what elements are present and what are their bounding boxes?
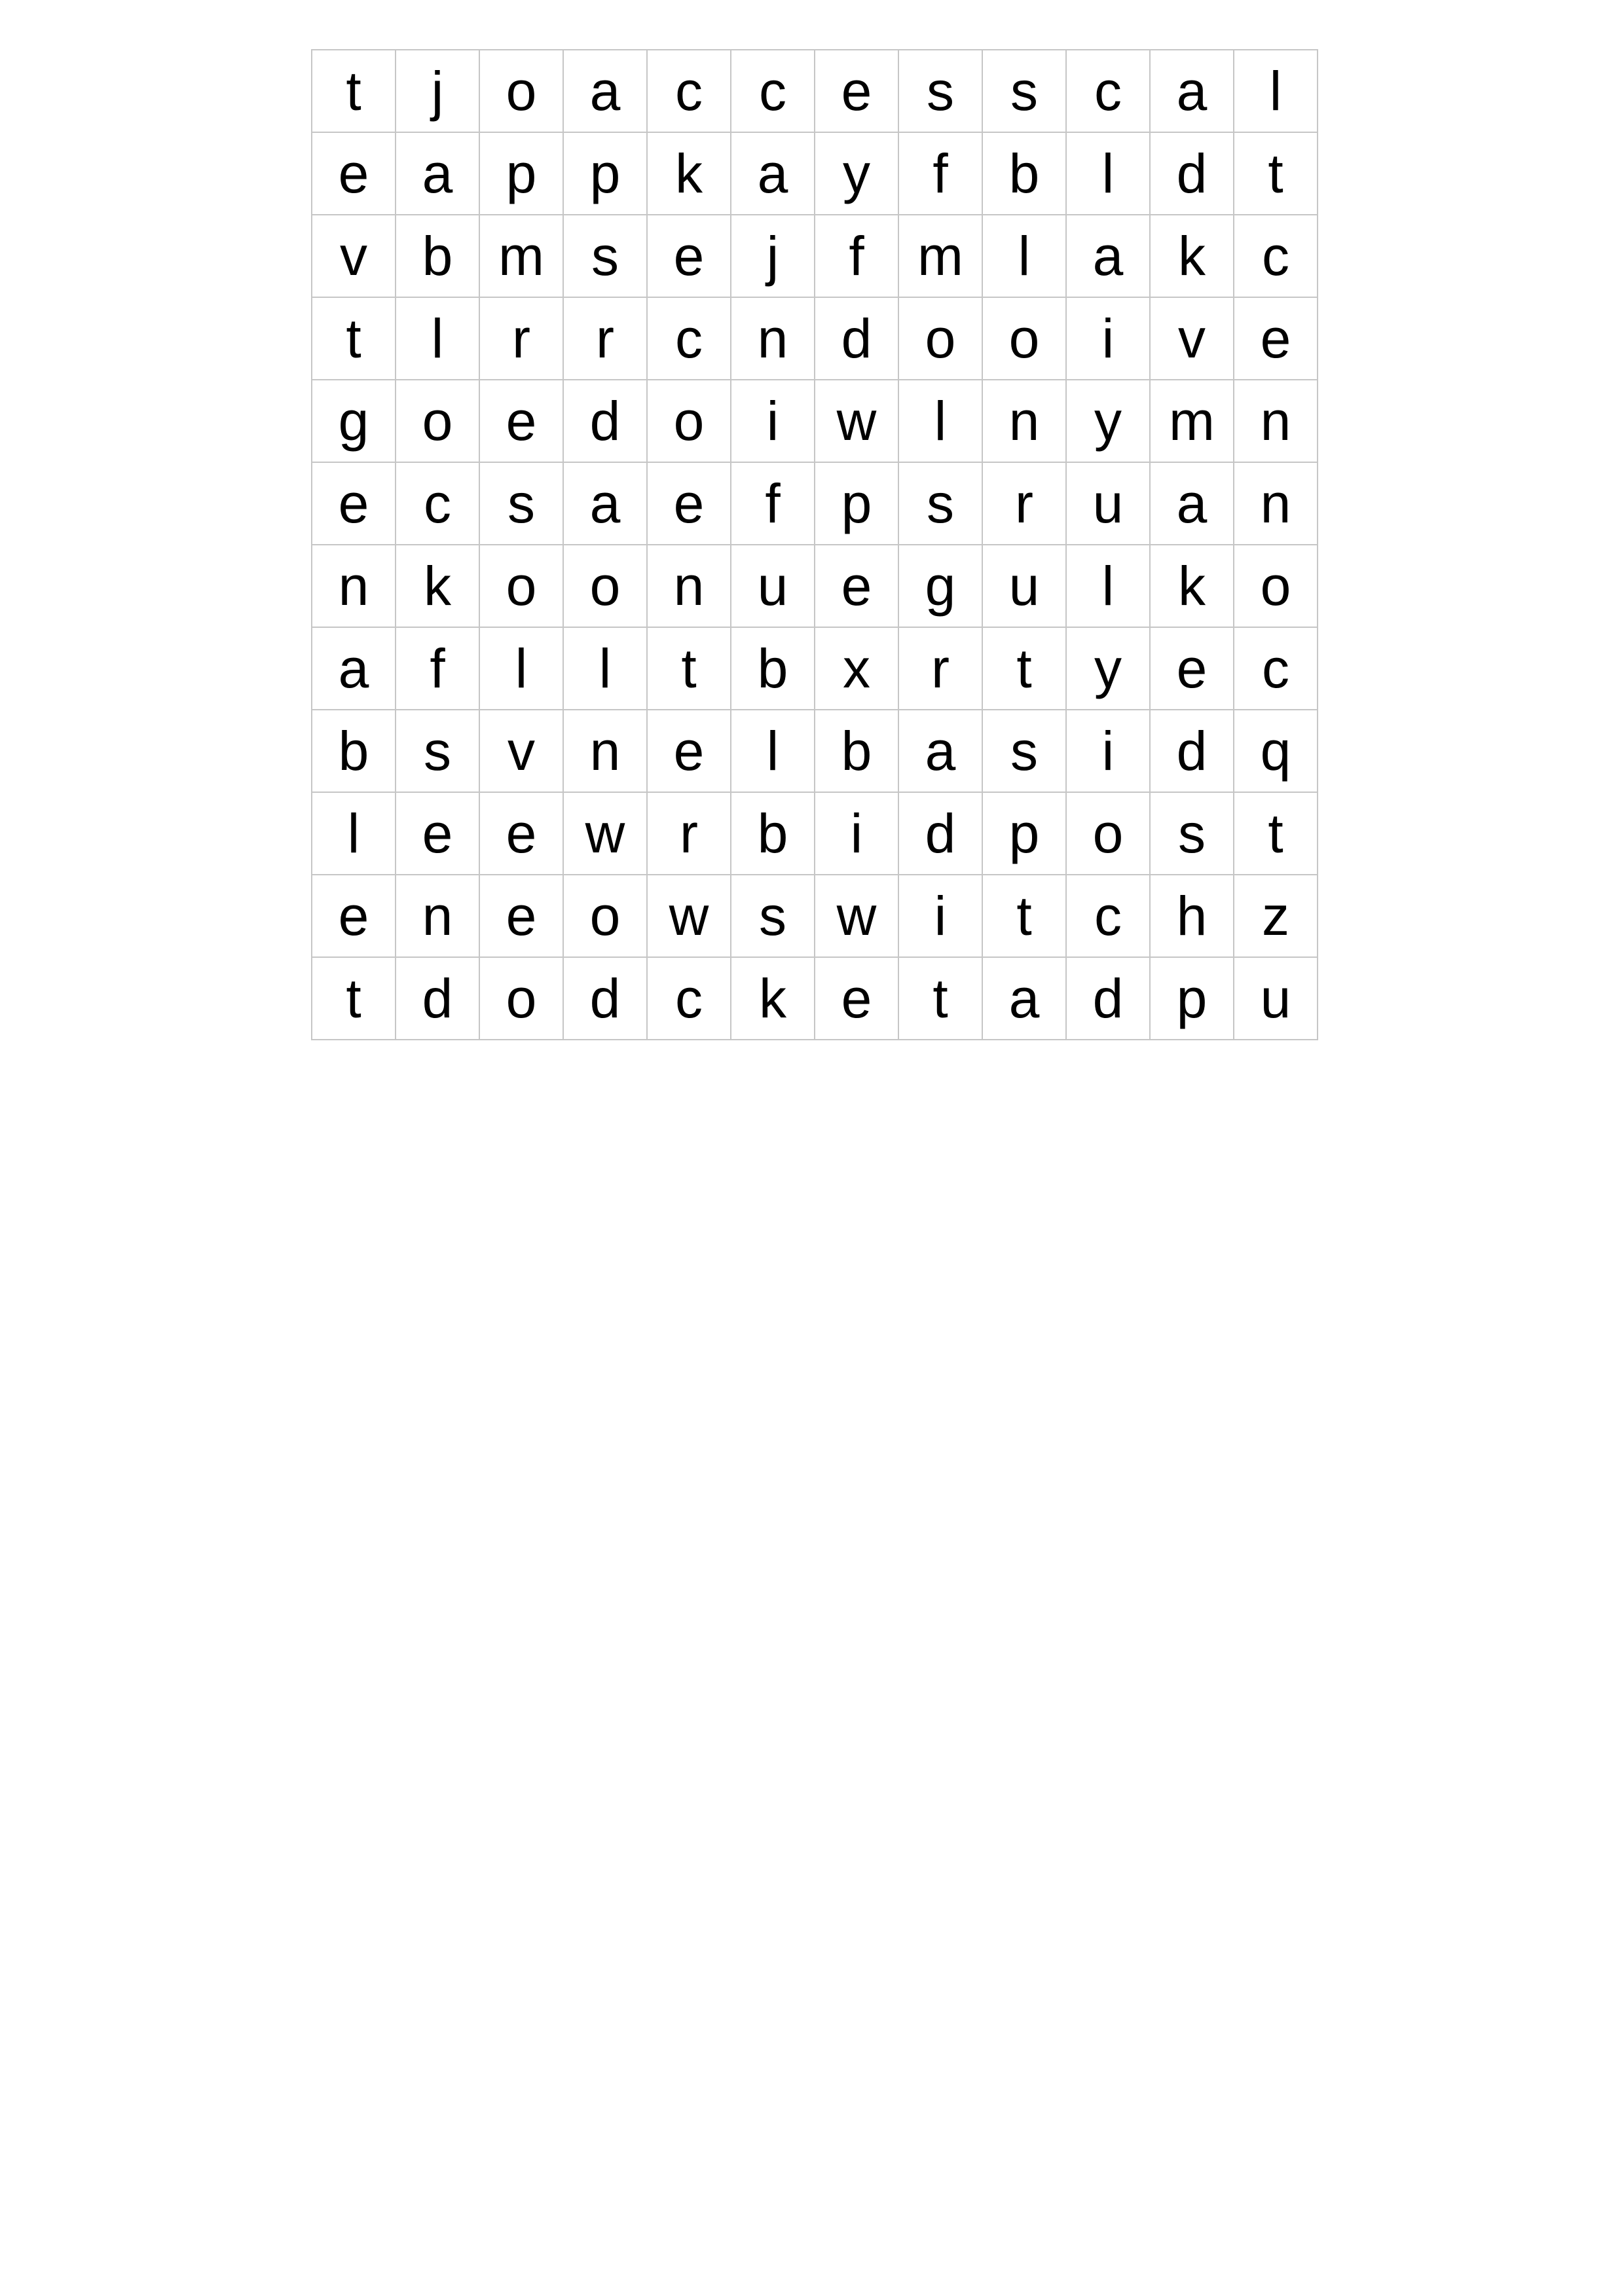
grid-cell: d <box>563 957 647 1040</box>
grid-cell: e <box>479 792 563 875</box>
grid-cell: m <box>898 215 982 297</box>
grid-cell: t <box>982 875 1066 957</box>
word-search-grid <box>311 49 1318 1040</box>
grid-row <box>312 710 1318 792</box>
grid-cell: s <box>982 50 1066 132</box>
grid-row <box>312 132 1318 215</box>
grid-cell: g <box>898 545 982 627</box>
grid-cell: y <box>1066 380 1150 462</box>
grid-cell: a <box>731 132 815 215</box>
grid-cell: o <box>563 545 647 627</box>
grid-cell: r <box>563 297 647 380</box>
grid-row <box>312 215 1318 297</box>
grid-row <box>312 627 1318 710</box>
grid-cell: a <box>312 627 396 710</box>
grid-cell: a <box>396 132 479 215</box>
grid-cell: c <box>1066 50 1150 132</box>
grid-cell: n <box>1234 462 1318 545</box>
grid-cell: o <box>1066 792 1150 875</box>
grid-cell: e <box>815 545 898 627</box>
grid-cell: s <box>563 215 647 297</box>
grid-cell: c <box>1066 875 1150 957</box>
grid-cell: k <box>731 957 815 1040</box>
grid-cell: k <box>1150 215 1234 297</box>
grid-cell: o <box>563 875 647 957</box>
grid-cell: s <box>479 462 563 545</box>
grid-cell: t <box>312 957 396 1040</box>
grid-cell: v <box>1150 297 1234 380</box>
grid-cell: v <box>312 215 396 297</box>
grid-cell: d <box>898 792 982 875</box>
grid-cell: a <box>1150 50 1234 132</box>
grid-cell: s <box>396 710 479 792</box>
grid-cell: o <box>479 50 563 132</box>
grid-cell: o <box>982 297 1066 380</box>
grid-cell: c <box>647 957 731 1040</box>
grid-cell: l <box>479 627 563 710</box>
grid-cell: e <box>815 50 898 132</box>
grid-cell: z <box>1234 875 1318 957</box>
grid-cell: h <box>1150 875 1234 957</box>
grid-row <box>312 297 1318 380</box>
grid-cell: s <box>898 462 982 545</box>
grid-cell: q <box>1234 710 1318 792</box>
grid-cell: r <box>479 297 563 380</box>
grid-cell: r <box>898 627 982 710</box>
grid-cell: f <box>396 627 479 710</box>
grid-cell: n <box>982 380 1066 462</box>
grid-row <box>312 957 1318 1040</box>
grid-cell: b <box>731 627 815 710</box>
grid-cell: n <box>647 545 731 627</box>
grid-cell: p <box>1150 957 1234 1040</box>
grid-cell: d <box>1066 957 1150 1040</box>
grid-cell: i <box>815 792 898 875</box>
grid-cell: t <box>312 297 396 380</box>
grid-cell: a <box>1066 215 1150 297</box>
grid-cell: l <box>312 792 396 875</box>
grid-cell: l <box>563 627 647 710</box>
grid-cell: d <box>815 297 898 380</box>
grid-cell: c <box>1234 215 1318 297</box>
grid-cell: t <box>898 957 982 1040</box>
grid-cell: c <box>731 50 815 132</box>
grid-cell: n <box>396 875 479 957</box>
grid-cell: r <box>982 462 1066 545</box>
grid-cell: y <box>815 132 898 215</box>
grid-cell: e <box>815 957 898 1040</box>
grid-cell: o <box>647 380 731 462</box>
grid-cell: p <box>563 132 647 215</box>
grid-row <box>312 792 1318 875</box>
grid-cell: a <box>898 710 982 792</box>
grid-cell: e <box>396 792 479 875</box>
grid-cell: k <box>647 132 731 215</box>
grid-cell: b <box>312 710 396 792</box>
grid-cell: n <box>563 710 647 792</box>
grid-cell: c <box>647 297 731 380</box>
grid-cell: l <box>1066 132 1150 215</box>
grid-cell: o <box>479 545 563 627</box>
grid-cell: e <box>647 710 731 792</box>
grid-cell: e <box>312 132 396 215</box>
grid-cell: i <box>1066 297 1150 380</box>
grid-cell: v <box>479 710 563 792</box>
grid-cell: e <box>647 462 731 545</box>
grid-cell: t <box>1234 132 1318 215</box>
grid-cell: d <box>563 380 647 462</box>
grid-cell: e <box>1234 297 1318 380</box>
grid-cell: d <box>1150 132 1234 215</box>
grid-cell: o <box>479 957 563 1040</box>
grid-cell: x <box>815 627 898 710</box>
grid-cell: b <box>731 792 815 875</box>
grid-cell: w <box>815 875 898 957</box>
grid-cell: b <box>982 132 1066 215</box>
grid-cell: b <box>396 215 479 297</box>
grid-cell: c <box>647 50 731 132</box>
grid-cell: a <box>1150 462 1234 545</box>
grid-cell: w <box>563 792 647 875</box>
grid-cell: e <box>312 462 396 545</box>
grid-cell: f <box>815 215 898 297</box>
grid-cell: y <box>1066 627 1150 710</box>
grid-cell: o <box>1234 545 1318 627</box>
grid-cell: o <box>396 380 479 462</box>
grid-cell: l <box>731 710 815 792</box>
grid-cell: a <box>563 462 647 545</box>
grid-cell: n <box>731 297 815 380</box>
grid-cell: r <box>647 792 731 875</box>
grid-cell: e <box>312 875 396 957</box>
grid-cell: e <box>1150 627 1234 710</box>
grid-row <box>312 380 1318 462</box>
grid-cell: l <box>396 297 479 380</box>
grid-cell: w <box>647 875 731 957</box>
grid-cell: l <box>1234 50 1318 132</box>
grid-cell: p <box>479 132 563 215</box>
grid-cell: i <box>898 875 982 957</box>
grid-cell: c <box>1234 627 1318 710</box>
grid-cell: u <box>731 545 815 627</box>
grid-cell: p <box>982 792 1066 875</box>
grid-cell: m <box>1150 380 1234 462</box>
grid-cell: s <box>898 50 982 132</box>
grid-cell: t <box>312 50 396 132</box>
grid-cell: e <box>479 380 563 462</box>
grid-cell: e <box>479 875 563 957</box>
grid-cell: a <box>982 957 1066 1040</box>
grid-cell: o <box>898 297 982 380</box>
grid-cell: g <box>312 380 396 462</box>
grid-cell: d <box>396 957 479 1040</box>
grid-cell: s <box>982 710 1066 792</box>
grid-cell: t <box>647 627 731 710</box>
grid-cell: w <box>815 380 898 462</box>
grid-cell: c <box>396 462 479 545</box>
grid-cell: l <box>1066 545 1150 627</box>
grid-cell: j <box>396 50 479 132</box>
grid-cell: e <box>647 215 731 297</box>
grid-cell: b <box>815 710 898 792</box>
grid-cell: t <box>1234 792 1318 875</box>
grid-cell: u <box>1234 957 1318 1040</box>
grid-cell: u <box>982 545 1066 627</box>
grid-cell: i <box>731 380 815 462</box>
grid-cell: s <box>731 875 815 957</box>
grid-cell: a <box>563 50 647 132</box>
grid-cell: m <box>479 215 563 297</box>
grid-cell: k <box>1150 545 1234 627</box>
grid-cell: n <box>1234 380 1318 462</box>
grid-cell: f <box>731 462 815 545</box>
grid-cell: f <box>898 132 982 215</box>
grid-row <box>312 50 1318 132</box>
grid-cell: l <box>982 215 1066 297</box>
grid-row <box>312 462 1318 545</box>
grid-cell: i <box>1066 710 1150 792</box>
grid-cell: t <box>982 627 1066 710</box>
grid-cell: p <box>815 462 898 545</box>
grid-cell: s <box>1150 792 1234 875</box>
grid-cell: l <box>898 380 982 462</box>
grid-cell: d <box>1150 710 1234 792</box>
word-search-grid-body <box>312 50 1318 1040</box>
grid-cell: k <box>396 545 479 627</box>
grid-cell: u <box>1066 462 1150 545</box>
grid-cell: n <box>312 545 396 627</box>
grid-row <box>312 875 1318 957</box>
grid-row <box>312 545 1318 627</box>
grid-cell: j <box>731 215 815 297</box>
